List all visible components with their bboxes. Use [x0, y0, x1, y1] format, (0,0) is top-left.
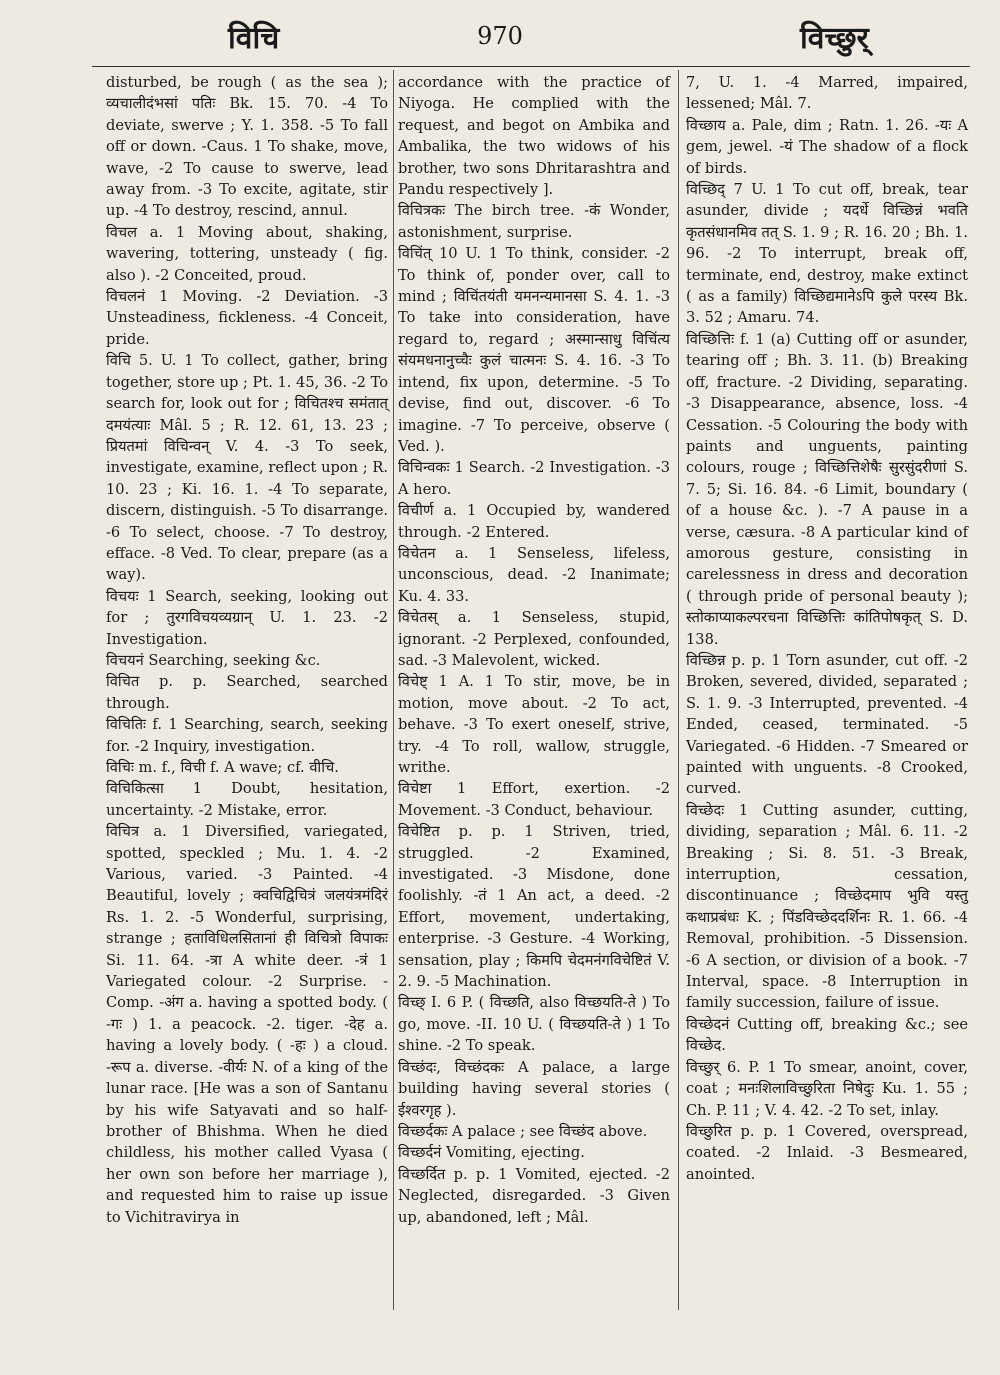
header-rule: [92, 66, 970, 67]
entry: विच्छित्तिः f. 1 (a) Cutting off or asunder, tearing off ; Bh. 3. 11. (b) Breaking off, fracture. -2 Dividing, separating. -3 Disappearance, absence, loss. -4 Cessation. -5 Colouring the body with paints and unguents, painting colours, rouge ; विच्छित्तिशेषैः सुरसुंदरीणां S. 7. 5; Si. 16. 84. -6 Limit, boundary ( of a house &c. ). -7 A pause in a verse, cæsura. -8 A particular kind of amorous gesture, consisting in carelessness in dress and decoration ( through pride of personal beauty ); स्तोकाप्याकल्परचना विच्छित्तिः कांतिपोषकृत् S. D. 138.: [686, 330, 968, 648]
entry: विचल a. 1 Moving about, shaking, wavering, tottering, unsteady ( fig. also ). -2 Conceited, proud.: [106, 223, 388, 284]
left-column: [106, 72, 388, 1228]
entry: विच्छंदः, विच्छंदकः A palace, a large building having several stories ( ईश्वरगृह ).: [398, 1058, 670, 1119]
entry: विचिन्वकः 1 Search. -2 Investigation. -3 A hero.: [398, 459, 670, 498]
entry: विच्छिद् 7 U. 1 To cut off, break, tear asunder, divide ; यदर्धे विच्छिन्नं भवति कृतसंधानमिव तत् S. 1. 9 ; R. 16. 20 ; Bh. 1. 96. -2 To interrupt, break off, terminate, end, destroy, make extinct ( as a family) विच्छिद्यमानेऽपि कुले परस्य Bk. 3. 52 ; Amaru. 74.: [686, 181, 968, 327]
entry: विचेतस् a. 1 Senseless, stupid, ignorant. -2 Perplexed, confounded, sad. -3 Malevolent, wicked.: [398, 609, 670, 669]
entry: विच्छुरित p. p. 1 Covered, overspread, coated. -2 Inlaid. -3 Besmeared, anointed.: [686, 1122, 968, 1183]
entry: विचेष्टा 1 Effort, exertion. -2 Movement. -3 Conduct, behaviour.: [398, 780, 670, 819]
entry: विच्छर्दित p. p. 1 Vomited, ejected. -2 Neglected, disregarded. -3 Given up, abandoned, left ; Mâl.: [398, 1165, 670, 1226]
entry: विचिकित्सा 1 Doubt, hesitation, uncertainty. -2 Mistake, error.: [106, 780, 388, 819]
entry: विचेतन a. 1 Senseless, lifeless, unconscious, dead. -2 Inanimate; Ku. 4. 33.: [398, 544, 670, 605]
entry: विचयः 1 Search, seeking, looking out for ; तुरगविचयव्यग्रान् U. 1. 23. -2 Investigation.: [106, 587, 388, 648]
header-right-guideword: विच्छुर्: [800, 21, 869, 56]
middle-column: [398, 72, 670, 1228]
entry: विच्छिन्न p. p. 1 Torn asunder, cut off. -2 Broken, severed, divided, separated ; S. 1. 9. -3 Interrupted, prevented. -4 Ended, ceased, terminated. -5 Variegated. -6 Hidden. -7 Smeared or painted with unguents. -8 Crooked, curved.: [686, 651, 968, 798]
entry: विच्छाय a. Pale, dim ; Ratn. 1. 26. -यः A gem, jewel. -यं The shadow of a flock of birds.: [686, 116, 968, 177]
entry: विच्छ् I. 6 P. ( विच्छति, also विच्छयति-ते ) To go, move. -II. 10 U. ( विच्छयति-ते ) 1 To shine. -2 To speak.: [398, 994, 670, 1055]
entry: विचेष्ट् 1 A. 1 To stir, move, be in motion, move about. -2 To act, behave. -3 To exert oneself, strive, try. -4 To roll, wallow, struggle, writhe.: [398, 673, 670, 776]
entry: विच्छेदनं Cutting off, breaking &c.; see विच्छेद.: [686, 1015, 968, 1055]
column-divider: [393, 70, 394, 1310]
entry: विचेष्टित p. p. 1 Striven, tried, struggled. -2 Examined, investigated. -3 Misdone, done foolishly. -तं 1 An act, a deed. -2 Effort, movement, undertaking, enterprise. -3 Gesture. -4 Working, sensation, play ; किमपि चेदमनंगविचेष्टितं V. 2. 9. -5 Machination.: [398, 823, 670, 991]
header-left-guideword: विचि: [228, 21, 280, 56]
entry: विचित p. p. Searched, searched through.: [106, 673, 388, 712]
entry: accordance with the practice of Niyoga. He complied with the request, and begot on Ambika and Ambalika, the two widows of his brother, two sons Dhritarashtra and Pandu respectively ].: [398, 74, 670, 199]
column-divider: [678, 70, 679, 1310]
entry: विचि 5. U. 1 To collect, gather, bring together, store up ; Pt. 1. 45, 36. -2 To search for, look out for ; विचितश्च समंतात् दमयंत्याः Mâl. 5 ; R. 12. 61, 13. 23 ; प्रियतमां विचिन्वन् V. 4. -3 To seek, investigate, examine, reflect upon ; R. 10. 23 ; Ki. 16. 1. -4 To separate, discern, distinguish. -5 To disarrange. -6 To select, choose. -7 To destroy, efface. -8 Ved. To clear, prepare (as a way).: [106, 352, 388, 584]
entry: विचिः m. f., विची f. A wave; cf. वीचि.: [106, 759, 339, 776]
entry: 7, U. 1. -4 Marred, impaired, lessened; Mâl. 7.: [686, 74, 968, 113]
entry: विचितिः f. 1 Searching, search, seeking for. -2 Inquiry, investigation.: [106, 716, 388, 755]
entry: विचित्र a. 1 Diversified, variegated, spotted, speckled ; Mu. 1. 4. -2 Various, varied. -3 Painted. -4 Beautiful, lovely ; क्वचिद्विचित्रं जलयंत्रमंदिरं Rs. 1. 2. -5 Wonderful, surprising, strange ; हताविधिलसितानां ही विचित्रो विपाकः Si. 11. 64. -त्रा A white deer. -त्रं 1 Variegated colour. -2 Surprise. -Comp. -अंग a. having a spotted body. ( -गः ) 1. a peacock. -2. tiger. -देह a. having a lovely body. ( -हः ) a cloud. -रूप a. diverse. -वीर्यः N. of a king of the lunar race. [He was a son of Santanu by his wife Satyavati and so half-brother of Bhishma. When he died childless, his mother called Vyasa ( her own son before her marriage ), and requested him to raise up issue to Vichitravirya in: [106, 823, 388, 1226]
entry: विचीर्ण a. 1 Occupied by, wandered through. -2 Entered.: [398, 502, 670, 541]
entry: विच्छर्दनं Vomiting, ejecting.: [398, 1144, 585, 1162]
entry: विच्छर्दकः A palace ; see विच्छंद above.: [398, 1122, 648, 1140]
entry: विचित्रकः The birch tree. -कं Wonder, astonishment, surprise.: [398, 202, 670, 241]
entry: विच्छेदः 1 Cutting asunder, cutting, dividing, separation ; Mâl. 6. 11. -2 Breaking ; Si. 8. 51. -3 Break, interruption, cessation, discontinuance ; विच्छेदमाप भुवि यस्तु कथाप्रबंधः K. ; पिंडविच्छेददर्शिनः R. 1. 66. -4 Removal, prohibition. -5 Dissension. -6 A section, or division of a book. -7 Interval, space. -8 Interruption in family succession, failure of issue.: [686, 801, 968, 1012]
entry: विच्छुर् 6. P. 1 To smear, anoint, cover, coat ; मनःशिलाविच्छुरिता निषेदुः Ku. 1. 55 ; Ch. P. 11 ; V. 4. 42. -2 To set, inlay.: [686, 1058, 968, 1119]
entry: विचिंत् 10 U. 1 To think, consider. -2 To think of, ponder over, call to mind ; विचिंतयंती यमनन्यमानसा S. 4. 1. -3 To take into consideration, have regard to, regard ; अस्मान्साधु विचिंत्य संयमधनानुच्चैः कुलं चात्मनः S. 4. 16. -3 To intend, fix upon, determine. -5 To devise, find out, discover. -6 To imagine. -7 To perceive, observe ( Ved. ).: [398, 245, 670, 455]
page-number: 970: [477, 22, 523, 50]
entry: विचलनं 1 Moving. -2 Deviation. -3 Unsteadiness, fickleness. -4 Conceit, pride.: [106, 288, 388, 348]
entry: disturbed, be rough ( as the sea ); व्यचालीदंभसां पतिः Bk. 15. 70. -4 To deviate, swerve ; Y. 1. 358. -5 To fall off or down. -Caus. 1 To shake, move, wave, -2 To cause to swerve, lead away from. -3 To excite, agitate, stir up. -4 To destroy, rescind, annul.: [106, 74, 388, 220]
entry: विचयनं Searching, seeking &c.: [106, 651, 321, 669]
right-column: [686, 72, 968, 1185]
